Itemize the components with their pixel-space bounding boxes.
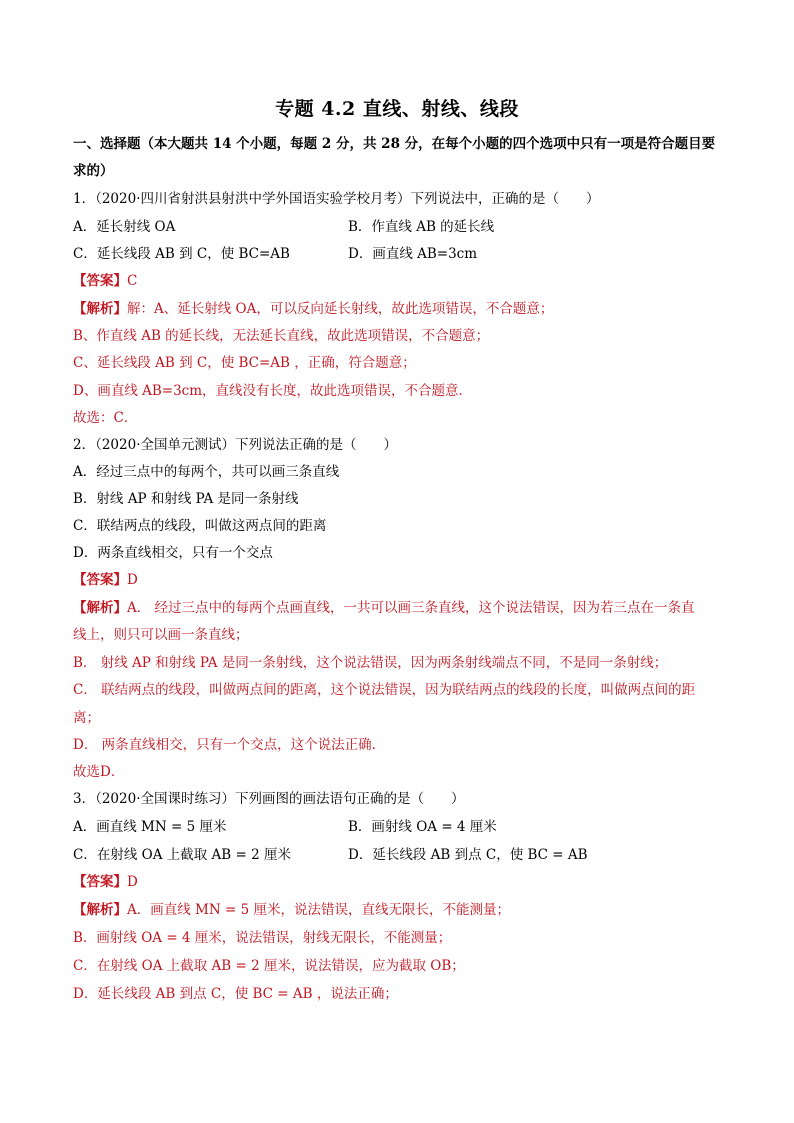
q1-option-d: D．画直线 AB=3cm xyxy=(348,246,478,262)
q2-analysis-3: C． 联结两点的线段，叫做两点间的距离，这个说法错误，因为联结两点的线段的长度，叫做两点间的距 xyxy=(73,682,696,698)
q1-analysis-2: B、作直线 AB 的延长线，无法延长直线，故此选项错误，不合题意； xyxy=(73,328,490,344)
q1-analysis-3: C、延长线段 AB 到 C，使 BC=AB ，正确，符合题意； xyxy=(73,355,416,371)
q3-analysis-4: D．延长线段 AB 到点 C，使 BC = AB ，说法正确； xyxy=(73,986,398,1002)
q3-option-c: C．在射线 OA 上截取 AB = 2 厘米 xyxy=(73,847,291,863)
q2-option-c: C．联结两点的线段，叫做这两点间的距离 xyxy=(73,518,327,534)
q1-option-b: B．作直线 AB 的延长线 xyxy=(348,219,495,235)
q3-option-a: A．画直线 MN = 5 厘米 xyxy=(73,819,227,835)
q1-answer xyxy=(73,271,137,291)
q2-option-b: B．射线 AP 和射线 PA 是同一条射线 xyxy=(73,491,299,507)
q3-answer xyxy=(73,872,138,892)
page-title: 专题 4.2 直线、射线、线段 xyxy=(275,98,519,120)
q1-conclusion: 故选：C． xyxy=(73,410,138,426)
q2-analysis-1 xyxy=(73,598,695,618)
q1-analysis-text-1: 解：A、延长射线 OA，可以反向延长射线，故此选项错误，不合题意； xyxy=(127,301,554,317)
q1-analysis-tag: 【解析】 xyxy=(73,301,127,317)
q3-analysis-2: B．画射线 OA = 4 厘米，说法错误，射线无限长，不能测量； xyxy=(73,930,452,946)
q3-analysis-1 xyxy=(73,900,510,920)
section-heading-line1: 一、选择题（本大题共 14 个小题，每题 2 分，共 28 分，在每个小题的四个选项中只有一项是符合题目要 xyxy=(73,136,716,152)
q3-option-b: B．画射线 OA = 4 厘米 xyxy=(348,819,497,835)
q2-option-a: A．经过三点中的每两个，共可以画三条直线 xyxy=(73,464,340,480)
q2-answer-value: D xyxy=(127,572,138,588)
q3-answer-tag: 【答案】 xyxy=(73,874,127,890)
section-heading-line2: 求的） xyxy=(73,163,114,179)
q1-option-a: A．延长射线 OA xyxy=(73,219,176,235)
q1-stem: 1．（2020·四川省射洪县射洪中学外国语实验学校月考）下列说法中，正确的是（ ） xyxy=(73,191,600,207)
q3-option-d: D．延长线段 AB 到点 C，使 BC = AB xyxy=(348,847,588,863)
q3-answer-value: D xyxy=(127,874,138,890)
q3-analysis-tag: 【解析】 xyxy=(73,902,127,918)
q1-option-c: C．延长线段 AB 到 C，使 BC=AB xyxy=(73,246,290,262)
q1-analysis-4: D、画直线 AB=3cm，直线没有长度，故此选项错误，不合题意． xyxy=(73,383,473,399)
q2-analysis-2: B． 射线 AP 和射线 PA 是同一条射线，这个说法错误，因为两条射线端点不同，不是同一条射线； xyxy=(73,655,668,671)
q2-analysis-text-1: A． 经过三点中的每两个点画直线，一共可以画三条直线，这个说法错误，因为若三点在一条直 xyxy=(127,600,695,616)
q2-stem: 2．（2020·全国单元测试）下列说法正确的是（ ） xyxy=(73,437,397,453)
q3-analysis-text-1: A．画直线 MN = 5 厘米，说法错误，直线无限长，不能测量； xyxy=(127,902,510,918)
q2-answer xyxy=(73,570,138,590)
q2-analysis-tag: 【解析】 xyxy=(73,600,127,616)
q3-stem: 3．（2020·全国课时练习）下列画图的画法语句正确的是（ ） xyxy=(73,791,465,807)
q2-analysis-3b: 离； xyxy=(73,710,100,726)
q1-answer-value: C xyxy=(127,273,138,289)
q1-answer-tag: 【答案】 xyxy=(73,273,127,289)
q3-analysis-3: C．在射线 OA 上截取 AB = 2 厘米，说法错误，应为截取 OB； xyxy=(73,958,465,974)
q2-analysis-1b: 线上，则只可以画一条直线； xyxy=(73,627,249,643)
q2-conclusion: 故选D． xyxy=(73,764,125,780)
q2-analysis-4: D． 两条直线相交，只有一个交点，这个说法正确． xyxy=(73,737,386,753)
q2-option-d: D．两条直线相交，只有一个交点 xyxy=(73,545,273,561)
q2-answer-tag: 【答案】 xyxy=(73,572,127,588)
q1-analysis-1 xyxy=(73,299,553,319)
